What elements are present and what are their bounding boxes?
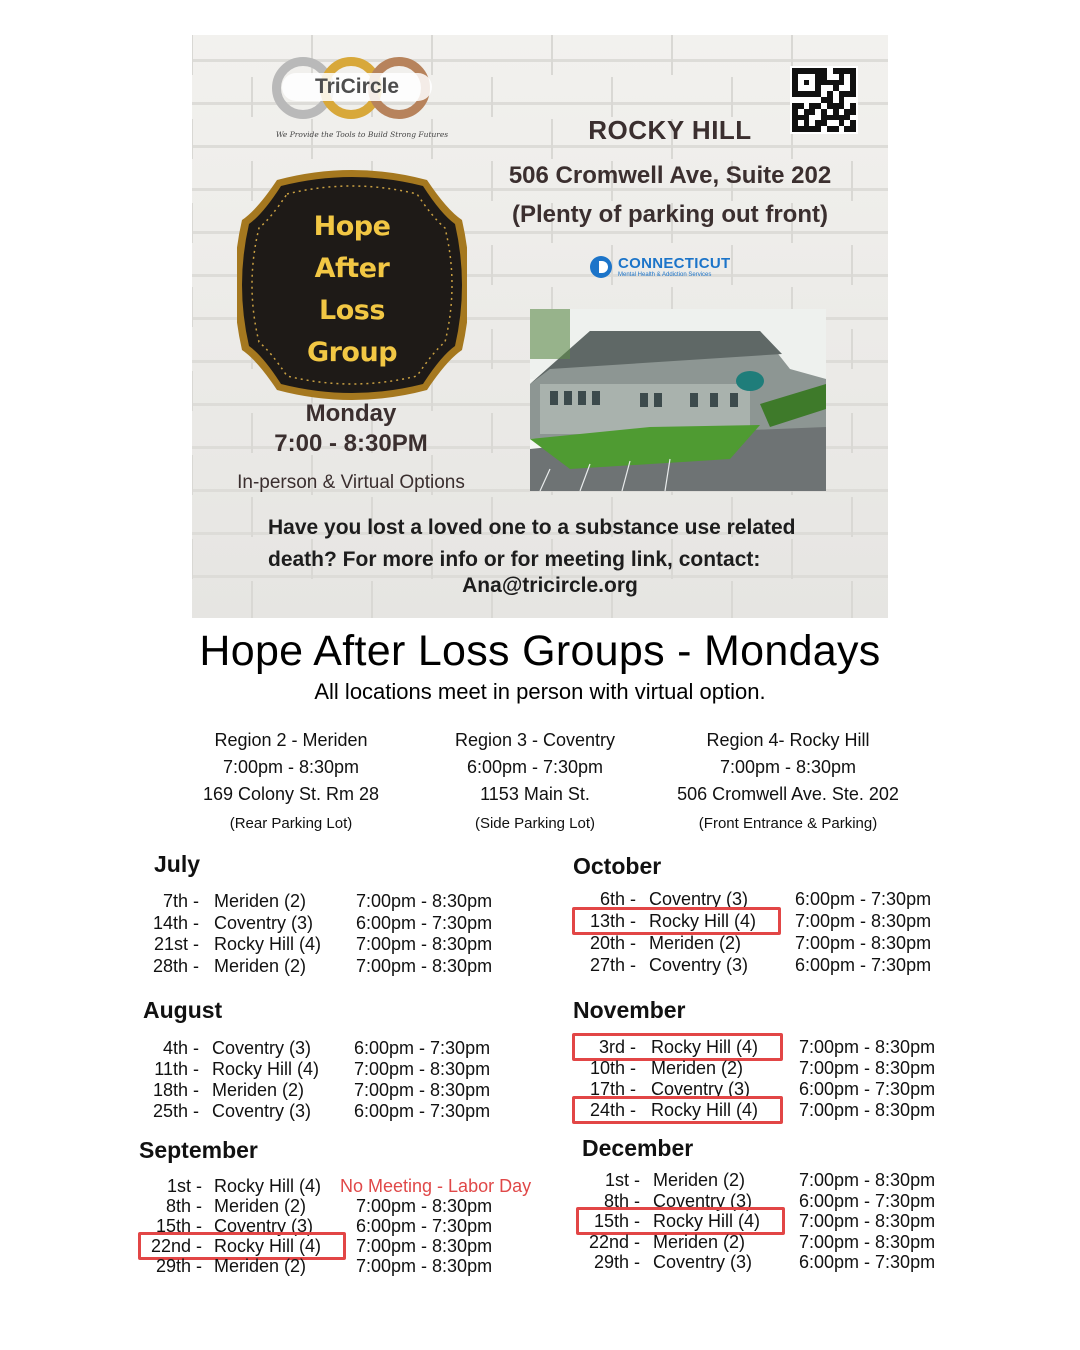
entry-date: 8th - (165, 1196, 202, 1216)
entry-time: 7:00pm - 8:30pm (799, 1100, 936, 1120)
entry-date: 25th - (152, 1101, 199, 1121)
entry-location: Meriden (2) (649, 933, 742, 953)
badge-line: Hope (313, 211, 391, 242)
entry-location: Coventry (3) (214, 1216, 314, 1236)
entry-date: 29th - (155, 1256, 202, 1276)
entry-date: 28th - (152, 955, 199, 976)
schedule-entry (152, 912, 493, 934)
ct-logo-name: CONNECTICUT (618, 255, 731, 272)
entry-location: Rocky Hill (4) (653, 1211, 761, 1231)
entry-location: Coventry (3) (214, 912, 314, 933)
entry-date: 29th - (593, 1252, 640, 1272)
entry-date: 1st - (166, 1176, 202, 1196)
entry-date: 8th - (603, 1190, 640, 1211)
entry-date: 4th - (162, 1038, 199, 1058)
entry-time: 7:00pm - 8:30pm (356, 955, 493, 976)
entry-time: 6:00pm - 7:30pm (799, 1190, 936, 1211)
month-heading-august: August (143, 997, 223, 1023)
entry-date: 11th - (154, 1059, 199, 1079)
highlight-box (572, 907, 781, 935)
entry-location: Rocky Hill (4) (212, 1059, 320, 1079)
entry-location: Coventry (3) (649, 955, 749, 975)
flyer-city: ROCKY HILL (588, 115, 752, 145)
entry-date: 27th - (589, 955, 636, 975)
flyer-address-line2: (Plenty of parking out front) (512, 201, 828, 228)
contact-email[interactable]: Ana@tricircle.org (462, 574, 638, 597)
entry-location: Meriden (2) (651, 1058, 744, 1078)
group-badge (237, 170, 467, 400)
entry-time: 7:00pm - 8:30pm (356, 1196, 493, 1216)
flyer-image (192, 35, 888, 618)
entry-location: Coventry (3) (653, 1190, 753, 1211)
entry-time: 6:00pm - 7:30pm (356, 1216, 493, 1236)
schedule-entry (604, 1169, 936, 1191)
entry-time: 6:00pm - 7:30pm (356, 912, 493, 933)
logo-text: TriCircle (282, 73, 432, 101)
schedule-entry (589, 1057, 936, 1079)
entry-date: 18th - (152, 1080, 199, 1100)
entry-location: Meriden (2) (214, 955, 307, 976)
schedule-entry (593, 1251, 936, 1273)
entry-location: Meriden (2) (214, 891, 307, 911)
entry-time: 6:00pm - 7:30pm (354, 1101, 491, 1121)
entry-date: 3rd - (598, 1037, 636, 1057)
entry-time: 7:00pm - 8:30pm (795, 911, 932, 931)
tricircle-logo (272, 57, 449, 147)
logo-tagline: We Provide the Tools to Build Strong Futures (275, 130, 449, 139)
badge-line: Loss (319, 295, 385, 326)
entry-time: 7:00pm - 8:30pm (356, 1256, 493, 1276)
region-time: 6:00pm - 7:30pm (466, 757, 604, 777)
entry-date: 15th - (155, 1216, 202, 1236)
schedule-entry (162, 890, 493, 912)
entry-note: No Meeting - Labor Day (340, 1176, 532, 1196)
ct-logo-icon (590, 256, 612, 278)
entry-date: 1st - (604, 1170, 640, 1190)
entry-time: 6:00pm - 7:30pm (795, 889, 932, 909)
entry-location: Meriden (2) (214, 1256, 307, 1276)
region-name: Region 4- Rocky Hill (706, 730, 870, 750)
entry-time: 7:00pm - 8:30pm (799, 1037, 936, 1057)
region-name: Region 2 - Meriden (214, 730, 368, 750)
entry-location: Meriden (2) (212, 1080, 305, 1100)
entry-time: 6:00pm - 7:30pm (354, 1038, 491, 1058)
month-heading-november: November (573, 997, 686, 1023)
region-note: (Rear Parking Lot) (229, 815, 353, 832)
contact-text (268, 512, 868, 576)
entry-date: 15th - (593, 1211, 640, 1231)
entry-date: 20th - (589, 933, 636, 953)
region-note: (Side Parking Lot) (474, 815, 596, 832)
schedule-entry (153, 933, 493, 955)
schedule-entry (152, 955, 493, 977)
schedule-entry (589, 932, 932, 954)
entry-date: 14th - (152, 912, 199, 933)
month-heading-december: December (582, 1135, 694, 1161)
region-coventry (430, 727, 640, 840)
region-address: 506 Cromwell Ave. Ste. 202 (677, 784, 899, 804)
contact-line: Have you lost a loved one to a substance use related (268, 516, 796, 539)
entry-location: Coventry (3) (212, 1038, 312, 1058)
month-heading-july: July (154, 851, 201, 877)
entry-location: Coventry (3) (649, 889, 749, 909)
entry-time: 6:00pm - 7:30pm (799, 1079, 936, 1099)
schedule-entry (152, 1100, 491, 1122)
ct-logo-subtitle: Mental Health & Addiction Services (618, 272, 712, 278)
entry-location: Rocky Hill (4) (214, 934, 322, 954)
meeting-day-time (212, 399, 490, 459)
entry-location: Meriden (2) (653, 1170, 746, 1190)
entry-date: 10th - (589, 1058, 636, 1078)
schedule-entry (166, 1175, 532, 1197)
entry-location: Rocky Hill (4) (649, 911, 757, 931)
page-title: Hope After Loss Groups - Mondays (199, 627, 881, 675)
region-rocky-hill (660, 727, 916, 840)
entry-time: 7:00pm - 8:30pm (799, 1058, 936, 1078)
entry-date: 22nd - (150, 1236, 202, 1256)
entry-time: 7:00pm - 8:30pm (799, 1170, 936, 1190)
building-photo (530, 309, 826, 491)
entry-time: 6:00pm - 7:30pm (799, 1252, 936, 1272)
badge-line: Group (306, 337, 398, 368)
flyer-address (462, 156, 878, 234)
region-meriden (186, 727, 396, 840)
month-heading-september: September (139, 1137, 258, 1163)
entry-location: Meriden (2) (653, 1231, 746, 1252)
flyer-address-line1: 506 Cromwell Ave, Suite 202 (508, 162, 832, 189)
region-note: (Front Entrance & Parking) (698, 815, 878, 832)
entry-time: 7:00pm - 8:30pm (354, 1059, 491, 1079)
region-name: Region 3 - Coventry (454, 730, 616, 750)
entry-time: 7:00pm - 8:30pm (799, 1231, 936, 1252)
entry-time: 7:00pm - 8:30pm (799, 1211, 936, 1231)
schedule-entry (588, 1231, 936, 1253)
entry-location: Coventry (3) (212, 1101, 312, 1121)
entry-location: Coventry (3) (651, 1079, 751, 1099)
entry-time: 7:00pm - 8:30pm (356, 1236, 493, 1256)
month-heading-october: October (573, 853, 662, 879)
schedule-entry (165, 1195, 493, 1217)
entry-time: 6:00pm - 7:30pm (795, 955, 932, 975)
badge-title (237, 206, 467, 374)
region-address: 169 Colony St. Rm 28 (202, 784, 380, 804)
entry-location: Coventry (3) (653, 1252, 753, 1272)
entry-location: Rocky Hill (4) (651, 1100, 759, 1120)
entry-location: Meriden (2) (214, 1196, 307, 1216)
region-time: 7:00pm - 8:30pm (719, 757, 857, 777)
meeting-time: 7:00 - 8:30PM (274, 430, 428, 457)
entry-time: 7:00pm - 8:30pm (356, 891, 493, 911)
region-time: 7:00pm - 8:30pm (222, 757, 360, 777)
entry-location: Rocky Hill (4) (651, 1037, 759, 1057)
entry-date: 24th - (589, 1100, 636, 1120)
entry-time: 7:00pm - 8:30pm (356, 934, 493, 954)
entry-location: Rocky Hill (4) (214, 1236, 322, 1256)
page-subtitle: All locations meet in person with virtual option. (314, 679, 766, 704)
region-address: 1153 Main St. (480, 784, 590, 804)
meeting-options: In-person & Virtual Options (237, 472, 465, 493)
schedule-entry (154, 1058, 491, 1080)
contact-line: death? For more info or for meeting link, contact: (268, 548, 761, 571)
entry-date: 17th - (589, 1079, 636, 1099)
schedule-entry (152, 1079, 491, 1101)
entry-date: 13th - (589, 911, 636, 931)
entry-date: 22nd - (588, 1231, 640, 1252)
meeting-day: Monday (305, 400, 397, 427)
connecticut-logo (590, 253, 760, 283)
highlight-box (572, 1096, 783, 1124)
entry-date: 21st - (153, 934, 199, 954)
schedule-entry (155, 1255, 493, 1277)
badge-line: After (314, 253, 390, 284)
entry-location: Rocky Hill (4) (214, 1176, 322, 1196)
entry-time: 7:00pm - 8:30pm (354, 1080, 491, 1100)
entry-time: 7:00pm - 8:30pm (795, 933, 932, 953)
entry-date: 7th - (162, 891, 199, 911)
schedule-entry (589, 954, 932, 976)
schedule-entry (162, 1037, 491, 1059)
entry-date: 6th - (599, 889, 636, 909)
